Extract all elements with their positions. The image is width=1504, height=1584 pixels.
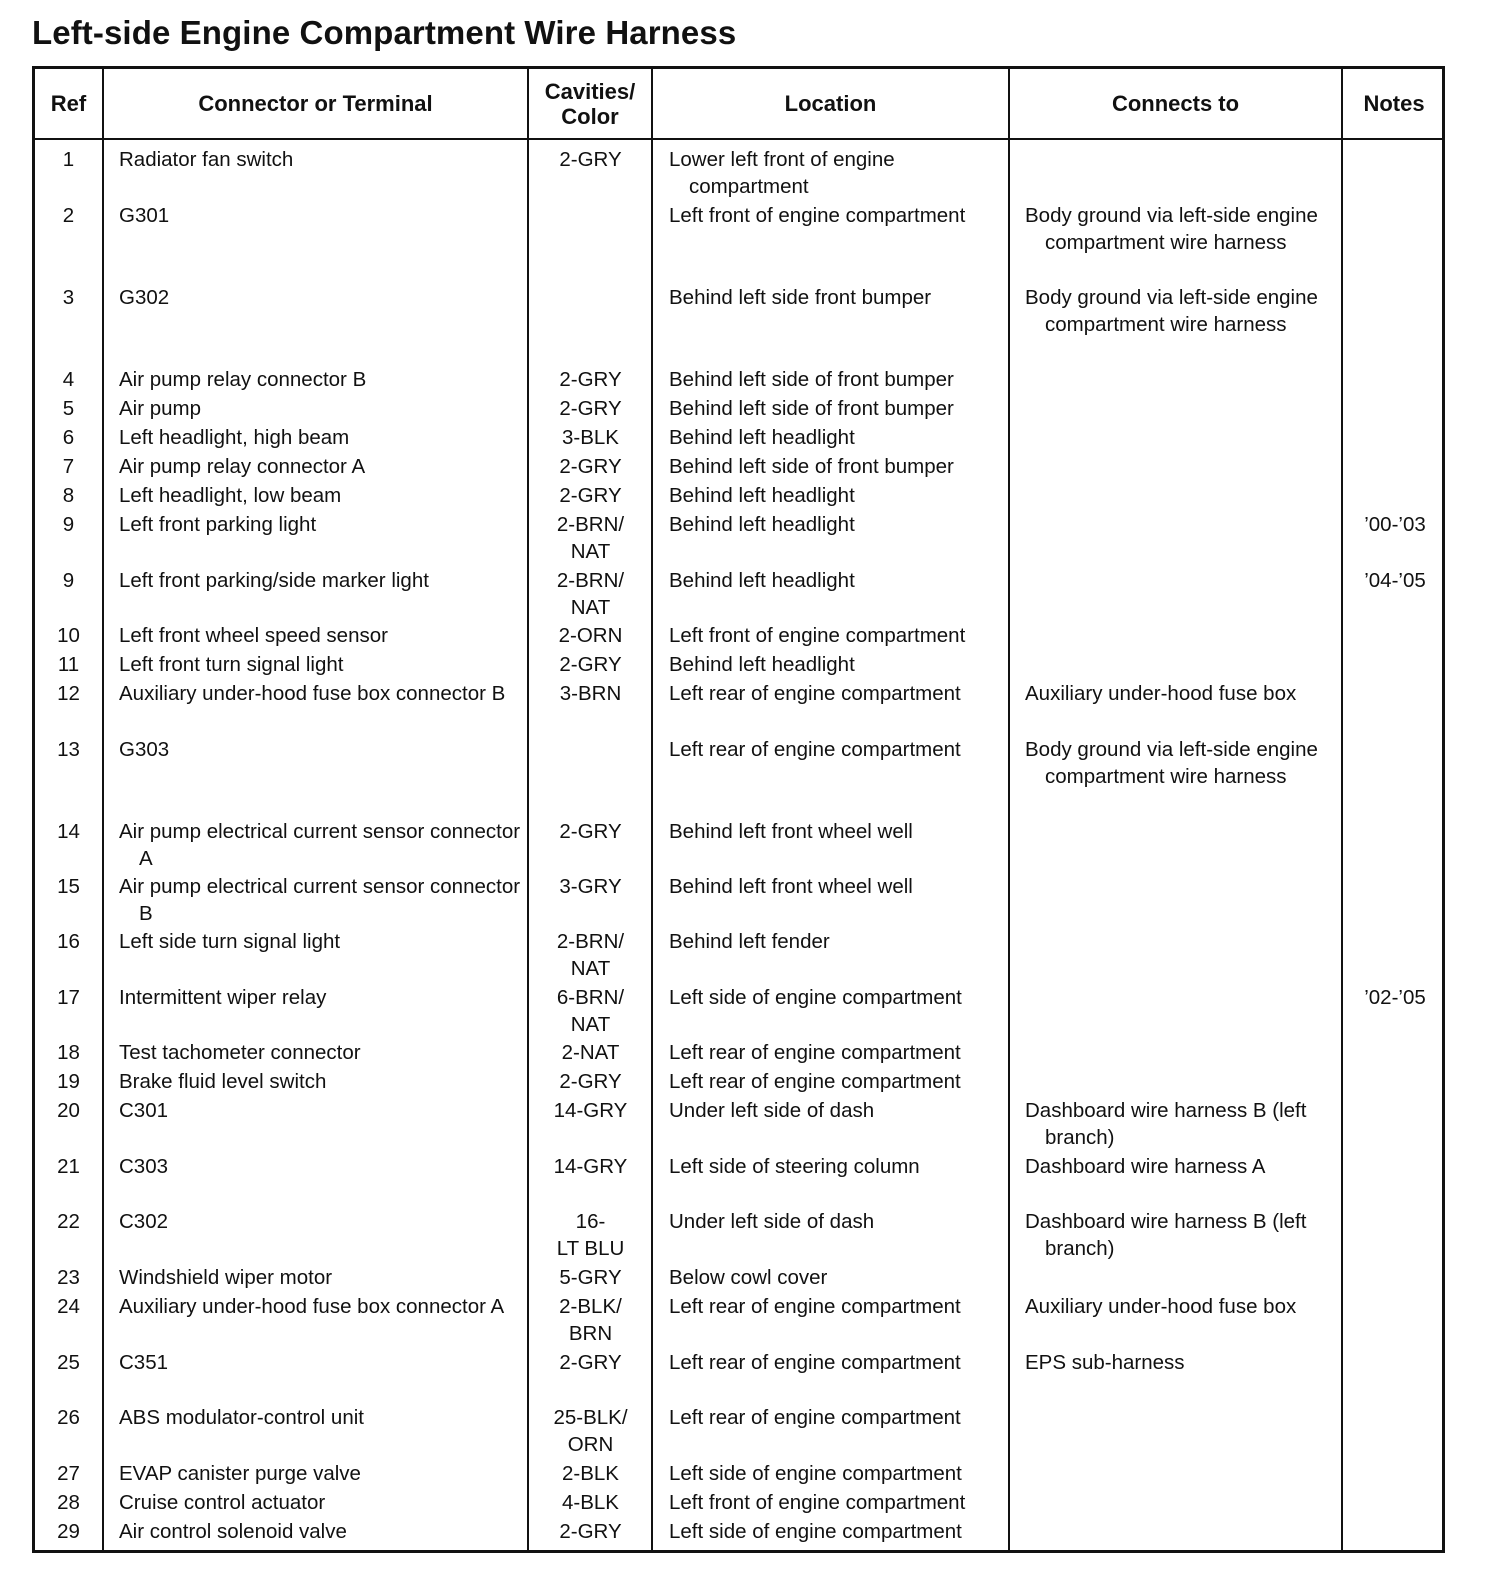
row-connector	[119, 1098, 527, 1125]
row-ref	[35, 1069, 102, 1096]
row-ref-text: 19	[57, 1070, 80, 1093]
row-connects-to	[1025, 1294, 1345, 1321]
row-notes-text: ’02-’05	[1364, 986, 1426, 1009]
row-location	[669, 512, 1009, 539]
row-connector	[119, 737, 527, 764]
row-connector	[119, 367, 527, 394]
row-location	[669, 396, 1009, 423]
row-connects-to-text: Auxiliary under-hood fuse box	[1025, 1295, 1297, 1318]
row-cavities	[530, 985, 651, 1038]
row-connector-text: Left front parking/side marker light	[119, 569, 429, 592]
header-cavities: Cavities/ Color	[544, 78, 636, 129]
row-connector-text: Radiator fan switch	[119, 148, 294, 171]
row-connects-to-text: Dashboard wire harness B (left branch)	[1025, 1099, 1307, 1149]
header-ref: Ref	[50, 91, 87, 116]
row-connects-to-text: EPS sub-harness	[1025, 1351, 1185, 1374]
row-location	[669, 929, 1009, 956]
row-connects-to	[1025, 285, 1345, 338]
row-ref	[35, 396, 102, 423]
row-ref	[35, 1519, 102, 1546]
row-location-text: Left rear of engine compartment	[669, 738, 961, 761]
row-connector-text: Left headlight, high beam	[119, 426, 350, 449]
row-connector	[119, 1294, 527, 1321]
row-connector	[119, 396, 527, 423]
row-ref-text: 4	[62, 368, 75, 391]
row-location-text: Behind left front wheel well	[669, 875, 913, 898]
row-connector-text: EVAP canister purge valve	[119, 1462, 361, 1485]
row-ref	[35, 985, 102, 1012]
row-ref-text: 17	[57, 986, 80, 1009]
row-cavities-text: 2-BRN/ NAT	[556, 513, 625, 563]
row-connector	[119, 483, 527, 510]
row-location	[669, 1294, 1009, 1321]
row-connector-text: Test tachometer connector	[119, 1041, 361, 1064]
row-connector	[119, 1405, 527, 1432]
row-location	[669, 681, 1009, 708]
row-cavities-text: 2-GRY	[559, 1070, 622, 1093]
row-cavities-text: 2-NAT	[561, 1041, 620, 1064]
row-cavities-text: 2-BRN/ NAT	[556, 930, 625, 980]
row-ref	[35, 681, 102, 708]
row-location	[669, 1461, 1009, 1488]
row-cavities	[530, 1040, 651, 1067]
row-ref-text: 26	[57, 1406, 80, 1429]
row-location-text: Behind left side of front bumper	[669, 397, 954, 420]
row-location-text: Left side of engine compartment	[669, 1520, 962, 1543]
row-ref	[35, 1040, 102, 1067]
row-cavities	[530, 819, 651, 846]
row-location	[669, 1405, 1009, 1432]
row-connects-to	[1025, 1098, 1345, 1151]
header-divider	[35, 138, 1442, 140]
row-ref-text: 12	[57, 682, 80, 705]
row-connects-to	[1025, 681, 1345, 708]
row-connects-to-text: Body ground via left-side engine compartment wire harness	[1025, 286, 1318, 336]
row-cavities-text: 5-GRY	[559, 1266, 622, 1289]
row-location-text: Behind left side of front bumper	[669, 368, 954, 391]
row-connector	[119, 1069, 527, 1096]
row-location-text: Left rear of engine compartment	[669, 1295, 961, 1318]
row-connector-text: Air control solenoid valve	[119, 1520, 347, 1543]
row-connector-text: C302	[119, 1210, 169, 1233]
row-cavities	[530, 512, 651, 565]
row-location	[669, 985, 1009, 1012]
row-ref	[35, 874, 102, 901]
row-ref	[35, 819, 102, 846]
header-connector: Connector or Terminal	[198, 91, 433, 116]
row-connector-text: Auxiliary under-hood fuse box connector B	[119, 682, 506, 705]
row-location	[669, 568, 1009, 595]
row-connector	[119, 203, 527, 230]
row-cavities-text: 3-BLK	[562, 426, 619, 449]
row-location-text: Under left side of dash	[669, 1210, 875, 1233]
row-connector-text: Left side turn signal light	[119, 930, 341, 953]
row-cavities-text: 3-BRN	[559, 682, 622, 705]
column-divider	[651, 69, 653, 1550]
row-connector-text: Air pump relay connector A	[119, 455, 366, 478]
row-ref-text: 7	[62, 455, 75, 478]
row-location-text: Under left side of dash	[669, 1099, 875, 1122]
row-connector	[119, 1154, 527, 1181]
row-cavities-text: 2-GRY	[559, 148, 622, 171]
row-location	[669, 652, 1009, 679]
row-connector-text: C303	[119, 1155, 169, 1178]
row-location	[669, 737, 1009, 764]
row-cavities-text: 3-GRY	[559, 875, 622, 898]
row-cavities-text: 2-BLK	[562, 1462, 619, 1485]
row-connector	[119, 285, 527, 312]
row-connector	[119, 1519, 527, 1546]
row-ref	[35, 147, 102, 174]
row-connector	[119, 568, 527, 595]
row-ref-text: 9	[62, 513, 75, 536]
row-location	[669, 1265, 1009, 1292]
row-location-text: Behind left headlight	[669, 513, 855, 536]
row-location	[669, 874, 1009, 901]
row-ref-text: 29	[57, 1520, 80, 1543]
row-location-text: Behind left headlight	[669, 426, 855, 449]
row-ref	[35, 367, 102, 394]
row-cavities-text: 4-BLK	[562, 1491, 619, 1514]
row-connector-text: Left headlight, low beam	[119, 484, 342, 507]
row-location-text: Behind left headlight	[669, 484, 855, 507]
row-connects-to-text: Auxiliary under-hood fuse box	[1025, 682, 1297, 705]
row-connector	[119, 681, 527, 708]
row-ref-text: 25	[57, 1351, 80, 1374]
row-cavities	[530, 874, 651, 901]
row-ref-text: 3	[62, 286, 75, 309]
row-connects-to	[1025, 1154, 1345, 1181]
row-location-text: Left rear of engine compartment	[669, 682, 961, 705]
row-location-text: Behind left front wheel well	[669, 820, 913, 843]
row-ref-text: 6	[62, 426, 75, 449]
row-connects-to	[1025, 203, 1345, 256]
row-location-text: Left rear of engine compartment	[669, 1406, 961, 1429]
row-connector-text: Left front turn signal light	[119, 653, 344, 676]
row-cavities-text: 14-GRY	[553, 1099, 628, 1122]
row-cavities	[530, 425, 651, 452]
row-location-text: Behind left fender	[669, 930, 830, 953]
row-location-text: Below cowl cover	[669, 1266, 828, 1289]
row-connects-to	[1025, 737, 1345, 790]
row-connector-text: Air pump electrical current sensor connector B	[119, 875, 521, 925]
row-ref	[35, 1098, 102, 1125]
row-cavities-text: 2-GRY	[559, 1351, 622, 1374]
row-cavities	[530, 1490, 651, 1517]
row-cavities-text: 2-GRY	[559, 368, 622, 391]
row-location	[669, 203, 1009, 230]
row-cavities	[530, 454, 651, 481]
row-location	[669, 1098, 1009, 1125]
row-ref	[35, 454, 102, 481]
row-cavities-text: 16- LT BLU	[556, 1210, 625, 1260]
header-connects-to: Connects to	[1111, 91, 1240, 116]
row-cavities	[530, 681, 651, 708]
header-notes: Notes	[1363, 91, 1425, 116]
row-ref	[35, 203, 102, 230]
row-ref	[35, 1154, 102, 1181]
row-cavities	[530, 929, 651, 982]
row-location-text: Left front of engine compartment	[669, 624, 966, 647]
row-connects-to	[1025, 1350, 1345, 1377]
row-ref-text: 23	[57, 1266, 80, 1289]
row-location	[669, 1350, 1009, 1377]
row-cavities-text: 2-GRY	[559, 484, 622, 507]
row-cavities	[530, 1461, 651, 1488]
row-ref	[35, 483, 102, 510]
row-cavities	[530, 1519, 651, 1546]
row-connector-text: Left front parking light	[119, 513, 317, 536]
row-ref-text: 8	[62, 484, 75, 507]
row-location	[669, 367, 1009, 394]
column-divider	[527, 69, 529, 1550]
row-notes	[1345, 985, 1445, 1012]
row-connector-text: G301	[119, 204, 170, 227]
row-cavities	[530, 1265, 651, 1292]
row-cavities-text: 2-ORN	[558, 624, 623, 647]
row-ref	[35, 1350, 102, 1377]
row-ref	[35, 1461, 102, 1488]
row-connector	[119, 1490, 527, 1517]
row-ref	[35, 1265, 102, 1292]
row-notes-text: ’00-’03	[1364, 513, 1426, 536]
row-cavities	[530, 1098, 651, 1125]
row-location	[669, 1069, 1009, 1096]
row-connector-text: G303	[119, 738, 170, 761]
row-cavities-text: 14-GRY	[553, 1155, 628, 1178]
page-title: Left-side Engine Compartment Wire Harness	[32, 14, 737, 51]
row-location-text: Left front of engine compartment	[669, 204, 966, 227]
row-cavities-text: 2-GRY	[559, 653, 622, 676]
row-cavities-text: 25-BLK/ ORN	[553, 1406, 628, 1456]
row-cavities	[530, 652, 651, 679]
row-location	[669, 425, 1009, 452]
row-ref-text: 20	[57, 1099, 80, 1122]
row-connects-to-text: Body ground via left-side engine compartment wire harness	[1025, 204, 1318, 254]
row-connector-text: Auxiliary under-hood fuse box connector A	[119, 1295, 505, 1318]
row-connector	[119, 147, 527, 174]
row-location-text: Left side of steering column	[669, 1155, 920, 1178]
row-location	[669, 1040, 1009, 1067]
row-location-text: Left front of engine compartment	[669, 1491, 966, 1514]
row-cavities-text: 2-BLK/ BRN	[559, 1295, 622, 1345]
row-connector-text: Air pump relay connector B	[119, 368, 367, 391]
row-location-text: Behind left headlight	[669, 569, 855, 592]
wire-harness-table	[32, 66, 1445, 1553]
header-location: Location	[784, 91, 877, 116]
row-ref-text: 1	[62, 148, 75, 171]
row-ref	[35, 652, 102, 679]
row-location-text: Behind left side front bumper	[669, 286, 932, 309]
row-ref	[35, 929, 102, 956]
row-connector-text: Windshield wiper motor	[119, 1266, 333, 1289]
row-ref-text: 2	[62, 204, 75, 227]
row-cavities-text: 2-GRY	[559, 397, 622, 420]
row-notes	[1345, 568, 1445, 595]
row-connector	[119, 819, 527, 872]
row-connects-to-text: Dashboard wire harness B (left branch)	[1025, 1210, 1307, 1260]
row-connector-text: C351	[119, 1351, 169, 1374]
row-ref-text: 13	[57, 738, 80, 761]
row-ref	[35, 425, 102, 452]
row-connector	[119, 1265, 527, 1292]
row-location	[669, 1154, 1009, 1181]
row-location	[669, 1519, 1009, 1546]
row-cavities	[530, 623, 651, 650]
row-notes	[1345, 512, 1445, 539]
row-cavities	[530, 147, 651, 174]
column-divider	[102, 69, 104, 1550]
row-location	[669, 1490, 1009, 1517]
row-connector	[119, 874, 527, 927]
row-cavities	[530, 396, 651, 423]
row-ref	[35, 512, 102, 539]
row-ref-text: 9	[62, 569, 75, 592]
row-cavities	[530, 1405, 651, 1458]
row-connector-text: Left front wheel speed sensor	[119, 624, 388, 647]
row-location-text: Left side of engine compartment	[669, 986, 962, 1009]
row-ref-text: 11	[57, 653, 80, 676]
row-location-text: Left rear of engine compartment	[669, 1070, 961, 1093]
row-connector	[119, 454, 527, 481]
row-connector-text: Air pump	[119, 397, 202, 420]
row-cavities-text: 6-BRN/ NAT	[556, 986, 625, 1036]
row-connector-text: Intermittent wiper relay	[119, 986, 327, 1009]
row-connector	[119, 985, 527, 1012]
row-cavities-text: 2-GRY	[559, 820, 622, 843]
row-location-text: Left rear of engine compartment	[669, 1041, 961, 1064]
row-location	[669, 819, 1009, 846]
row-location	[669, 285, 1009, 312]
row-ref-text: 24	[57, 1295, 80, 1318]
row-location-text: Behind left side of front bumper	[669, 455, 954, 478]
row-connector-text: Brake fluid level switch	[119, 1070, 327, 1093]
row-ref	[35, 1209, 102, 1236]
row-ref	[35, 1405, 102, 1432]
row-location	[669, 1209, 1009, 1236]
row-connects-to-text: Dashboard wire harness A	[1025, 1155, 1266, 1178]
row-connector-text: Air pump electrical current sensor connector A	[119, 820, 521, 870]
row-ref	[35, 568, 102, 595]
row-connects-to-text: Body ground via left-side engine compartment wire harness	[1025, 738, 1318, 788]
row-connector	[119, 1040, 527, 1067]
row-notes-text: ’04-’05	[1364, 569, 1426, 592]
row-ref	[35, 285, 102, 312]
row-connector-text: C301	[119, 1099, 169, 1122]
row-ref-text: 5	[62, 397, 75, 420]
row-ref	[35, 1294, 102, 1321]
row-cavities	[530, 1350, 651, 1377]
row-connector	[119, 1209, 527, 1236]
row-connector-text: Cruise control actuator	[119, 1491, 326, 1514]
row-ref-text: 14	[57, 820, 80, 843]
row-connector	[119, 425, 527, 452]
row-location-text: Lower left front of engine compartment	[669, 148, 895, 198]
row-connector	[119, 1350, 527, 1377]
row-cavities-text: 2-GRY	[559, 1520, 622, 1543]
row-connector-text: G302	[119, 286, 170, 309]
row-location-text: Behind left headlight	[669, 653, 855, 676]
row-cavities-text: 2-GRY	[559, 455, 622, 478]
row-location	[669, 454, 1009, 481]
row-location	[669, 623, 1009, 650]
row-ref-text: 27	[57, 1462, 80, 1485]
row-ref	[35, 623, 102, 650]
row-ref-text: 22	[57, 1210, 80, 1233]
row-ref-text: 16	[57, 930, 80, 953]
row-location	[669, 483, 1009, 510]
row-location	[669, 147, 1009, 200]
row-connector	[119, 929, 527, 956]
row-ref-text: 15	[57, 875, 80, 898]
row-ref-text: 18	[57, 1041, 80, 1064]
row-connector-text: ABS modulator-control unit	[119, 1406, 364, 1429]
row-cavities	[530, 1209, 651, 1262]
row-connector	[119, 652, 527, 679]
row-ref	[35, 737, 102, 764]
row-ref-text: 10	[57, 624, 80, 647]
row-cavities	[530, 1069, 651, 1096]
row-cavities-text: 2-BRN/ NAT	[556, 569, 625, 619]
row-location-text: Left rear of engine compartment	[669, 1351, 961, 1374]
row-ref-text: 28	[57, 1491, 80, 1514]
row-ref	[35, 1490, 102, 1517]
row-cavities	[530, 1154, 651, 1181]
row-cavities	[530, 483, 651, 510]
row-location-text: Left side of engine compartment	[669, 1462, 962, 1485]
row-connector	[119, 623, 527, 650]
row-cavities	[530, 1294, 651, 1347]
row-connector	[119, 512, 527, 539]
row-cavities	[530, 568, 651, 621]
row-connector	[119, 1461, 527, 1488]
row-ref-text: 21	[57, 1155, 80, 1178]
row-connects-to	[1025, 1209, 1345, 1262]
row-cavities	[530, 367, 651, 394]
